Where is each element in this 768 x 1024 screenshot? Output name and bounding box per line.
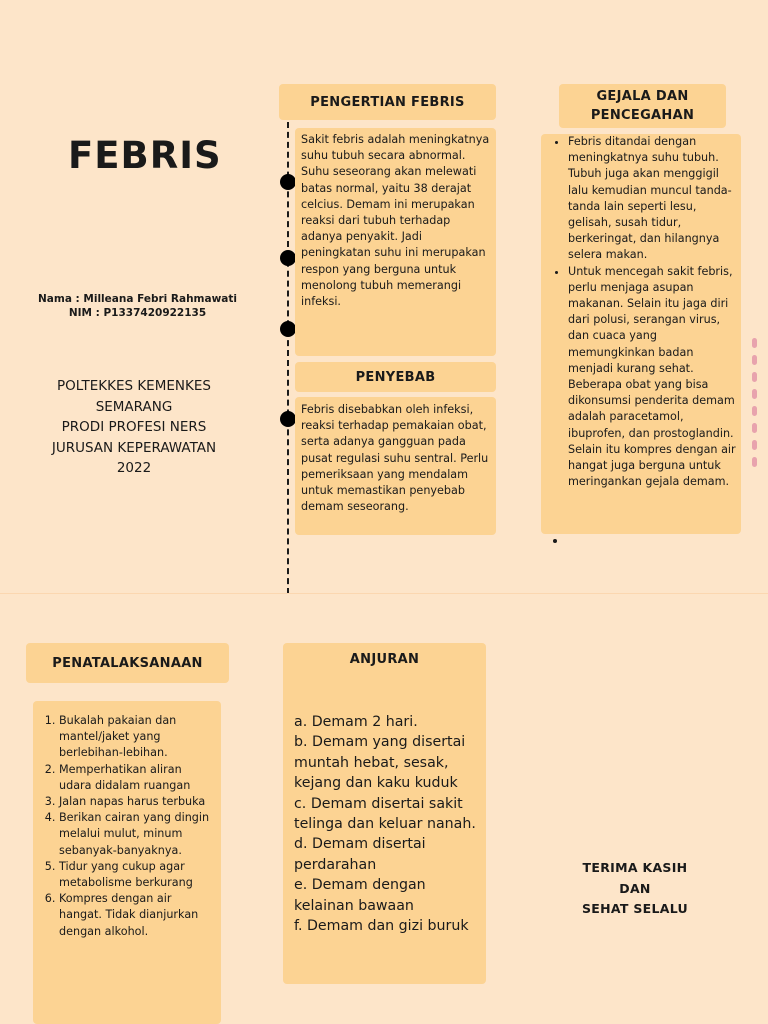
gejala-panel — [541, 134, 741, 534]
decorative-dot — [752, 372, 757, 382]
list-item: c. Demam disertai sakit telinga dan keluar nanah. — [294, 795, 476, 833]
list-item: 1. Bukalah pakaian dan mantel/jaket yang berlebihan-lebihan. — [59, 713, 215, 762]
penyebab-heading-text: PENYEBAB — [355, 369, 436, 385]
author-nim: NIM : P1337420922135 — [68, 307, 207, 319]
penyebab-panel — [295, 397, 496, 535]
list-item: f. Demam dan gizi buruk — [294, 918, 469, 935]
institution-line: PRODI PROFESI NERS — [61, 419, 207, 435]
gejala-heading-line: GEJALA DAN — [596, 89, 689, 104]
list-item: 6. Kompres dengan air hangat. Tidak dianjurkan dengan alkohol. — [59, 891, 215, 940]
timeline-dot — [280, 411, 296, 427]
institution-info — [28, 376, 240, 479]
institution-year: 2022 — [116, 460, 152, 476]
section-divider — [0, 593, 768, 594]
closing-line: TERIMA KASIH — [582, 860, 688, 875]
page-title: FEBRIS — [68, 134, 222, 177]
decorative-dot — [752, 406, 757, 416]
timeline-dot — [280, 174, 296, 190]
penyebab-text: Febris disebabkan oleh infeksi, reaksi terhadap pemakaian obat, serta adanya gangguan pada pusat regulasi suhu sentral. Perlu pemeriksaan yang mendalam untuk memastikan penyebab demam seseorang. — [301, 403, 489, 514]
list-item: • Febris ditandai dengan meningkatnya suhu tubuh. Tubuh juga akan menggigil lalu kemudian muncul tanda-tanda lain seperti lesu, gelisah, susah tidur, berkeringat, dan hilangnya selera makan. — [568, 134, 737, 264]
timeline-dot — [280, 250, 296, 266]
pengertian-heading — [279, 84, 496, 120]
penatalaksanaan-heading-text: PENATALAKSANAAN — [52, 655, 203, 671]
penatalaksanaan-heading — [26, 643, 229, 683]
timeline-dot — [280, 321, 296, 337]
empty-bullet — [553, 539, 557, 543]
anjuran-list — [294, 712, 482, 936]
list-item: 4. Berikan cairan yang dingin melalui mulut, minum sebanyak-banyaknya. — [59, 810, 215, 859]
gejala-list — [541, 134, 737, 490]
pengertian-panel — [295, 128, 496, 356]
author-name: Nama : Milleana Febri Rahmawati — [38, 293, 237, 305]
list-item: b. Demam yang disertai muntah hebat, sesak, kejang dan kaku kuduk — [294, 734, 466, 792]
institution-line: POLTEKKES KEMENKES — [57, 378, 211, 394]
author-info — [30, 292, 245, 320]
closing-message — [560, 858, 710, 920]
closing-line: SEHAT SELALU — [581, 901, 689, 916]
closing-line: DAN — [619, 880, 651, 896]
decorative-dot — [752, 355, 757, 365]
gejala-heading-line: PENCEGAHAN — [590, 108, 695, 123]
decorative-dot — [752, 440, 757, 450]
list-item: 2. Memperhatikan aliran udara didalam ruangan — [59, 762, 215, 794]
penatalaksanaan-panel — [33, 701, 221, 1024]
list-item: e. Demam dengan kelainan bawaan — [294, 877, 426, 914]
list-item: 3. Jalan napas harus terbuka — [59, 794, 215, 810]
institution-line: SEMARANG — [95, 398, 173, 415]
decorative-dot — [752, 389, 757, 399]
decorative-dot — [752, 457, 757, 467]
penyebab-heading — [295, 362, 496, 392]
pengertian-heading-text: PENGERTIAN FEBRIS — [310, 94, 465, 110]
list-item: 5. Tidur yang cukup agar metabolisme berkurang — [59, 859, 215, 891]
decorative-dot — [752, 423, 757, 433]
anjuran-heading: ANJURAN — [349, 652, 420, 667]
institution-line: JURUSAN KEPERAWATAN — [51, 439, 217, 456]
list-item: d. Demam disertai perdarahan — [294, 836, 426, 873]
gejala-heading — [559, 84, 726, 128]
penatalaksanaan-list — [33, 713, 221, 940]
list-item: a. Demam 2 hari. — [294, 714, 418, 730]
timeline-line — [287, 122, 289, 594]
list-item: • Untuk mencegah sakit febris, perlu menjaga asupan makanan. Selain itu jaga diri dari polusi, serangan virus, dan cuaca yang memungkinkan badan menjadi kurang sehat. Beberapa obat yang bisa dikonsumsi penderita demam adalah paracetamol, ibuprofen, dan prostoglandin. Selain itu kompres dengan air hangat juga berguna untuk meringankan gejala demam. — [568, 264, 737, 491]
decorative-dot — [752, 338, 757, 348]
pengertian-text: Sakit febris adalah meningkatnya suhu tubuh secara abnormal. Suhu seseorang akan melewati batas normal, yaitu 38 derajat celcius. Demam ini merupakan reaksi dari tubuh terhadap adanya penyakit. Jadi peningkatan suhu ini merupakan respon yang berguna untuk menolong tubuh memerangi infeksi. — [301, 133, 490, 309]
